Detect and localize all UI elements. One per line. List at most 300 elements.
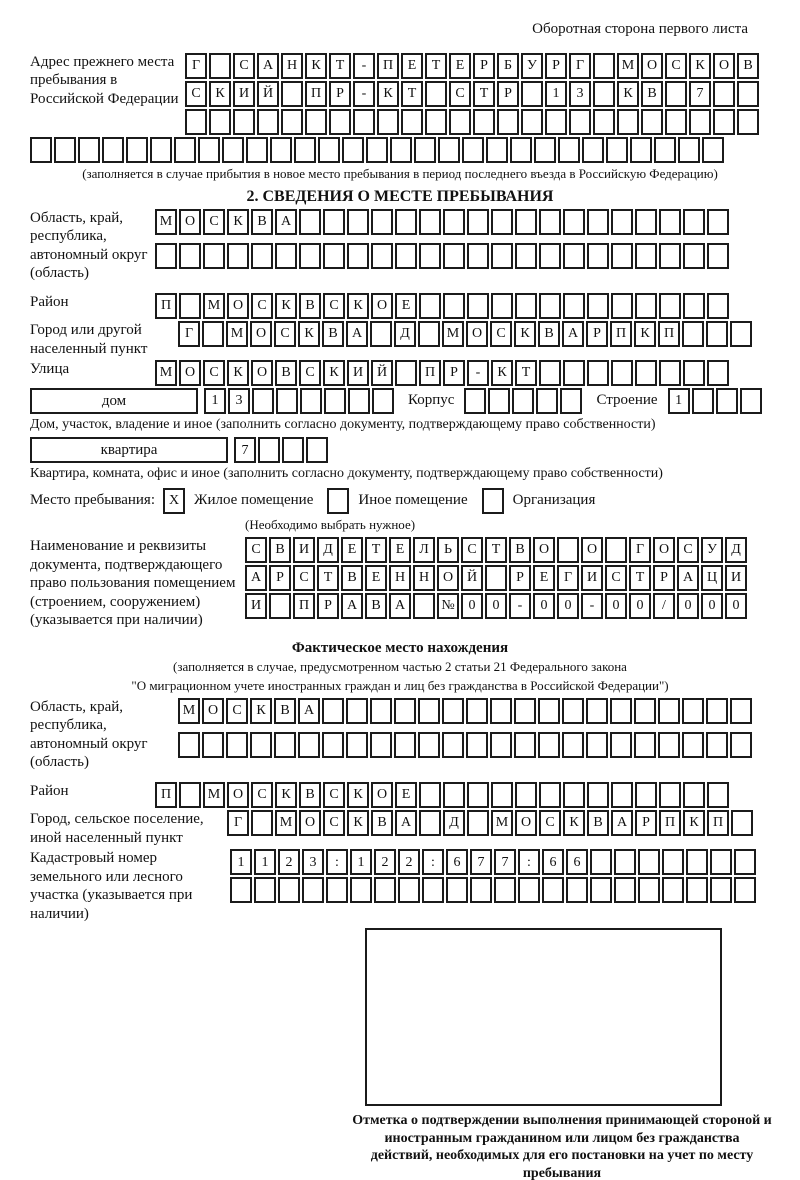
char-cell[interactable] <box>659 360 681 386</box>
char-cell[interactable] <box>419 810 441 836</box>
char-cell[interactable] <box>706 321 728 347</box>
char-cell[interactable] <box>611 209 633 235</box>
char-cell[interactable]: К <box>227 360 249 386</box>
char-cell[interactable]: 0 <box>629 593 651 619</box>
char-cell[interactable] <box>713 109 735 135</box>
char-cell[interactable]: В <box>341 565 363 591</box>
char-cell[interactable] <box>370 732 392 758</box>
char-cell[interactable] <box>419 782 441 808</box>
char-cell[interactable]: О <box>641 53 663 79</box>
char-cell[interactable]: 6 <box>566 849 588 875</box>
char-cell[interactable]: Ь <box>437 537 459 563</box>
char-cell[interactable]: 3 <box>228 388 250 414</box>
char-cell[interactable]: Р <box>635 810 657 836</box>
char-cell[interactable]: У <box>521 53 543 79</box>
char-cell[interactable] <box>418 321 440 347</box>
char-cell[interactable] <box>593 109 615 135</box>
char-cell[interactable]: П <box>658 321 680 347</box>
char-cell[interactable]: Г <box>629 537 651 563</box>
char-cell[interactable]: Ц <box>701 565 723 591</box>
char-cell[interactable] <box>605 537 627 563</box>
char-cell[interactable]: А <box>389 593 411 619</box>
char-cell[interactable]: М <box>155 360 177 386</box>
char-cell[interactable] <box>563 243 585 269</box>
char-cell[interactable]: А <box>611 810 633 836</box>
char-cell[interactable]: М <box>155 209 177 235</box>
char-cell[interactable] <box>466 732 488 758</box>
char-cell[interactable]: О <box>653 537 675 563</box>
char-cell[interactable] <box>515 782 537 808</box>
char-cell[interactable]: О <box>227 782 249 808</box>
char-cell[interactable]: К <box>209 81 231 107</box>
char-cell[interactable] <box>202 321 224 347</box>
char-cell[interactable] <box>178 732 200 758</box>
char-cell[interactable] <box>497 109 519 135</box>
char-cell[interactable]: 1 <box>350 849 372 875</box>
char-cell[interactable] <box>300 388 322 414</box>
char-cell[interactable] <box>514 698 536 724</box>
char-cell[interactable]: В <box>587 810 609 836</box>
char-cell[interactable] <box>515 293 537 319</box>
char-cell[interactable] <box>203 243 225 269</box>
char-cell[interactable] <box>682 698 704 724</box>
char-cell[interactable] <box>371 209 393 235</box>
char-cell[interactable] <box>731 810 753 836</box>
apartment-type-box[interactable]: квартира <box>30 437 228 463</box>
char-cell[interactable] <box>329 109 351 135</box>
char-cell[interactable] <box>209 109 231 135</box>
char-cell[interactable]: Е <box>395 782 417 808</box>
char-cell[interactable]: 0 <box>557 593 579 619</box>
char-cell[interactable] <box>323 243 345 269</box>
char-cell[interactable] <box>318 137 340 163</box>
char-cell[interactable]: В <box>365 593 387 619</box>
char-cell[interactable] <box>270 137 292 163</box>
char-cell[interactable]: К <box>514 321 536 347</box>
char-cell[interactable] <box>707 209 729 235</box>
char-cell[interactable]: 6 <box>542 849 564 875</box>
char-cell[interactable] <box>230 877 252 903</box>
char-cell[interactable] <box>737 109 759 135</box>
char-cell[interactable] <box>539 782 561 808</box>
char-cell[interactable]: О <box>250 321 272 347</box>
char-cell[interactable] <box>446 877 468 903</box>
char-cell[interactable] <box>659 209 681 235</box>
char-cell[interactable]: Г <box>178 321 200 347</box>
char-cell[interactable]: 0 <box>677 593 699 619</box>
char-cell[interactable] <box>470 877 492 903</box>
char-cell[interactable] <box>539 243 561 269</box>
char-cell[interactable]: П <box>419 360 441 386</box>
char-cell[interactable] <box>126 137 148 163</box>
char-cell[interactable]: : <box>326 849 348 875</box>
char-cell[interactable] <box>730 321 752 347</box>
char-cell[interactable] <box>654 137 676 163</box>
char-cell[interactable] <box>590 877 612 903</box>
char-cell[interactable] <box>539 360 561 386</box>
char-cell[interactable]: С <box>233 53 255 79</box>
char-cell[interactable]: И <box>233 81 255 107</box>
char-cell[interactable] <box>539 209 561 235</box>
char-cell[interactable] <box>449 109 471 135</box>
char-cell[interactable]: К <box>305 53 327 79</box>
char-cell[interactable] <box>494 877 516 903</box>
char-cell[interactable] <box>30 137 52 163</box>
char-cell[interactable]: П <box>155 293 177 319</box>
char-cell[interactable]: О <box>371 782 393 808</box>
char-cell[interactable]: Т <box>485 537 507 563</box>
char-cell[interactable] <box>515 243 537 269</box>
char-cell[interactable]: С <box>490 321 512 347</box>
char-cell[interactable]: Н <box>413 565 435 591</box>
char-cell[interactable] <box>562 698 584 724</box>
char-cell[interactable] <box>707 782 729 808</box>
char-cell[interactable]: Р <box>653 565 675 591</box>
checkbox-organization[interactable] <box>482 488 504 514</box>
char-cell[interactable] <box>395 360 417 386</box>
char-cell[interactable] <box>442 732 464 758</box>
char-cell[interactable] <box>692 388 714 414</box>
char-cell[interactable]: И <box>347 360 369 386</box>
char-cell[interactable] <box>467 209 489 235</box>
house-type-box[interactable]: дом <box>30 388 198 414</box>
char-cell[interactable] <box>635 293 657 319</box>
char-cell[interactable] <box>689 109 711 135</box>
char-cell[interactable] <box>486 137 508 163</box>
char-cell[interactable]: К <box>347 810 369 836</box>
char-cell[interactable] <box>682 732 704 758</box>
char-cell[interactable] <box>635 209 657 235</box>
char-cell[interactable]: П <box>610 321 632 347</box>
char-cell[interactable]: К <box>323 360 345 386</box>
char-cell[interactable] <box>347 243 369 269</box>
char-cell[interactable] <box>299 209 321 235</box>
char-cell[interactable]: 1 <box>668 388 690 414</box>
char-cell[interactable]: К <box>689 53 711 79</box>
char-cell[interactable] <box>395 209 417 235</box>
char-cell[interactable]: 0 <box>605 593 627 619</box>
char-cell[interactable] <box>611 360 633 386</box>
char-cell[interactable]: 0 <box>461 593 483 619</box>
char-cell[interactable]: Р <box>329 81 351 107</box>
char-cell[interactable] <box>678 137 700 163</box>
char-cell[interactable]: - <box>581 593 603 619</box>
char-cell[interactable] <box>179 243 201 269</box>
char-cell[interactable]: Р <box>497 81 519 107</box>
char-cell[interactable]: У <box>701 537 723 563</box>
char-cell[interactable]: К <box>227 209 249 235</box>
char-cell[interactable] <box>683 293 705 319</box>
char-cell[interactable] <box>515 209 537 235</box>
checkbox-other-premises[interactable] <box>327 488 349 514</box>
char-cell[interactable] <box>370 321 392 347</box>
char-cell[interactable] <box>662 877 684 903</box>
char-cell[interactable]: О <box>227 293 249 319</box>
char-cell[interactable]: О <box>466 321 488 347</box>
char-cell[interactable]: М <box>442 321 464 347</box>
char-cell[interactable] <box>370 698 392 724</box>
char-cell[interactable] <box>659 782 681 808</box>
char-cell[interactable]: С <box>293 565 315 591</box>
char-cell[interactable] <box>443 782 465 808</box>
char-cell[interactable]: К <box>563 810 585 836</box>
char-cell[interactable] <box>659 293 681 319</box>
char-cell[interactable]: / <box>653 593 675 619</box>
char-cell[interactable] <box>491 209 513 235</box>
char-cell[interactable]: С <box>323 782 345 808</box>
char-cell[interactable] <box>514 732 536 758</box>
char-cell[interactable]: 1 <box>204 388 226 414</box>
char-cell[interactable]: 2 <box>278 849 300 875</box>
char-cell[interactable]: С <box>185 81 207 107</box>
char-cell[interactable]: С <box>461 537 483 563</box>
char-cell[interactable] <box>323 209 345 235</box>
char-cell[interactable] <box>562 732 584 758</box>
char-cell[interactable] <box>418 732 440 758</box>
char-cell[interactable]: В <box>269 537 291 563</box>
char-cell[interactable]: О <box>179 360 201 386</box>
char-cell[interactable]: 3 <box>302 849 324 875</box>
char-cell[interactable] <box>226 732 248 758</box>
char-cell[interactable] <box>686 877 708 903</box>
char-cell[interactable] <box>490 698 512 724</box>
char-cell[interactable]: : <box>422 849 444 875</box>
char-cell[interactable] <box>582 137 604 163</box>
char-cell[interactable] <box>713 81 735 107</box>
char-cell[interactable] <box>299 243 321 269</box>
char-cell[interactable] <box>488 388 510 414</box>
char-cell[interactable] <box>324 388 346 414</box>
char-cell[interactable]: Т <box>329 53 351 79</box>
char-cell[interactable]: Р <box>586 321 608 347</box>
char-cell[interactable] <box>635 243 657 269</box>
char-cell[interactable]: - <box>353 53 375 79</box>
char-cell[interactable] <box>251 243 273 269</box>
char-cell[interactable] <box>233 109 255 135</box>
char-cell[interactable] <box>683 360 705 386</box>
char-cell[interactable] <box>282 437 304 463</box>
char-cell[interactable]: А <box>341 593 363 619</box>
char-cell[interactable] <box>659 243 681 269</box>
char-cell[interactable] <box>737 81 759 107</box>
char-cell[interactable]: К <box>298 321 320 347</box>
char-cell[interactable] <box>586 732 608 758</box>
char-cell[interactable] <box>569 109 591 135</box>
char-cell[interactable]: Д <box>394 321 416 347</box>
char-cell[interactable]: М <box>275 810 297 836</box>
char-cell[interactable] <box>635 782 657 808</box>
char-cell[interactable] <box>179 782 201 808</box>
char-cell[interactable]: Т <box>515 360 537 386</box>
char-cell[interactable]: 2 <box>374 849 396 875</box>
char-cell[interactable] <box>227 243 249 269</box>
char-cell[interactable]: С <box>323 293 345 319</box>
char-cell[interactable]: М <box>226 321 248 347</box>
char-cell[interactable] <box>174 137 196 163</box>
char-cell[interactable] <box>563 782 585 808</box>
char-cell[interactable]: М <box>617 53 639 79</box>
char-cell[interactable]: Й <box>257 81 279 107</box>
char-cell[interactable]: П <box>377 53 399 79</box>
char-cell[interactable]: Л <box>413 537 435 563</box>
char-cell[interactable]: И <box>293 537 315 563</box>
char-cell[interactable] <box>610 732 632 758</box>
char-cell[interactable]: К <box>347 293 369 319</box>
char-cell[interactable] <box>491 782 513 808</box>
char-cell[interactable] <box>686 849 708 875</box>
char-cell[interactable]: № <box>437 593 459 619</box>
char-cell[interactable]: : <box>518 849 540 875</box>
char-cell[interactable]: Н <box>389 565 411 591</box>
char-cell[interactable] <box>491 293 513 319</box>
char-cell[interactable] <box>422 877 444 903</box>
char-cell[interactable]: Т <box>365 537 387 563</box>
char-cell[interactable]: С <box>677 537 699 563</box>
char-cell[interactable] <box>706 698 728 724</box>
char-cell[interactable] <box>539 293 561 319</box>
char-cell[interactable]: Т <box>401 81 423 107</box>
char-cell[interactable]: 0 <box>533 593 555 619</box>
char-cell[interactable]: В <box>538 321 560 347</box>
char-cell[interactable] <box>491 243 513 269</box>
char-cell[interactable] <box>322 732 344 758</box>
char-cell[interactable]: С <box>203 360 225 386</box>
char-cell[interactable]: М <box>491 810 513 836</box>
char-cell[interactable]: В <box>299 293 321 319</box>
char-cell[interactable]: О <box>179 209 201 235</box>
char-cell[interactable] <box>394 732 416 758</box>
char-cell[interactable]: С <box>203 209 225 235</box>
char-cell[interactable] <box>346 698 368 724</box>
char-cell[interactable] <box>563 209 585 235</box>
char-cell[interactable] <box>390 137 412 163</box>
char-cell[interactable] <box>298 732 320 758</box>
char-cell[interactable]: Й <box>461 565 483 591</box>
char-cell[interactable]: О <box>299 810 321 836</box>
char-cell[interactable] <box>374 877 396 903</box>
char-cell[interactable]: Е <box>401 53 423 79</box>
char-cell[interactable]: И <box>581 565 603 591</box>
char-cell[interactable]: Р <box>545 53 567 79</box>
char-cell[interactable]: И <box>725 565 747 591</box>
char-cell[interactable] <box>305 109 327 135</box>
char-cell[interactable]: С <box>274 321 296 347</box>
char-cell[interactable] <box>563 293 585 319</box>
char-cell[interactable]: 7 <box>470 849 492 875</box>
char-cell[interactable] <box>467 243 489 269</box>
checkbox-residential[interactable]: X <box>163 488 185 514</box>
char-cell[interactable]: В <box>737 53 759 79</box>
char-cell[interactable] <box>538 732 560 758</box>
char-cell[interactable] <box>425 81 447 107</box>
char-cell[interactable]: К <box>250 698 272 724</box>
char-cell[interactable] <box>587 293 609 319</box>
char-cell[interactable] <box>611 243 633 269</box>
char-cell[interactable] <box>222 137 244 163</box>
char-cell[interactable]: - <box>467 360 489 386</box>
char-cell[interactable]: Б <box>497 53 519 79</box>
char-cell[interactable] <box>185 109 207 135</box>
char-cell[interactable]: С <box>449 81 471 107</box>
char-cell[interactable] <box>254 877 276 903</box>
char-cell[interactable]: 0 <box>725 593 747 619</box>
char-cell[interactable]: Е <box>365 565 387 591</box>
char-cell[interactable]: С <box>226 698 248 724</box>
char-cell[interactable]: Е <box>533 565 555 591</box>
char-cell[interactable]: Д <box>443 810 465 836</box>
char-cell[interactable]: 2 <box>398 849 420 875</box>
char-cell[interactable]: С <box>665 53 687 79</box>
char-cell[interactable]: С <box>251 782 273 808</box>
char-cell[interactable]: К <box>634 321 656 347</box>
char-cell[interactable] <box>371 243 393 269</box>
char-cell[interactable] <box>155 243 177 269</box>
char-cell[interactable] <box>634 732 656 758</box>
char-cell[interactable]: 0 <box>485 593 507 619</box>
char-cell[interactable]: А <box>346 321 368 347</box>
char-cell[interactable] <box>545 109 567 135</box>
char-cell[interactable] <box>419 293 441 319</box>
char-cell[interactable] <box>617 109 639 135</box>
char-cell[interactable] <box>518 877 540 903</box>
char-cell[interactable] <box>536 388 558 414</box>
char-cell[interactable] <box>707 243 729 269</box>
char-cell[interactable]: - <box>353 81 375 107</box>
char-cell[interactable]: А <box>395 810 417 836</box>
char-cell[interactable]: В <box>251 209 273 235</box>
char-cell[interactable]: Г <box>185 53 207 79</box>
char-cell[interactable] <box>419 209 441 235</box>
char-cell[interactable] <box>281 81 303 107</box>
char-cell[interactable] <box>665 109 687 135</box>
char-cell[interactable]: М <box>203 293 225 319</box>
char-cell[interactable] <box>353 109 375 135</box>
char-cell[interactable] <box>198 137 220 163</box>
char-cell[interactable]: Е <box>449 53 471 79</box>
char-cell[interactable]: О <box>581 537 603 563</box>
char-cell[interactable]: Т <box>629 565 651 591</box>
char-cell[interactable]: К <box>683 810 705 836</box>
char-cell[interactable] <box>372 388 394 414</box>
char-cell[interactable]: 7 <box>494 849 516 875</box>
char-cell[interactable] <box>394 698 416 724</box>
char-cell[interactable] <box>510 137 532 163</box>
char-cell[interactable]: В <box>274 698 296 724</box>
char-cell[interactable]: 3 <box>569 81 591 107</box>
char-cell[interactable] <box>490 732 512 758</box>
char-cell[interactable] <box>587 209 609 235</box>
char-cell[interactable] <box>443 293 465 319</box>
char-cell[interactable]: В <box>299 782 321 808</box>
char-cell[interactable] <box>558 137 580 163</box>
char-cell[interactable]: Т <box>425 53 447 79</box>
char-cell[interactable]: С <box>539 810 561 836</box>
char-cell[interactable] <box>276 388 298 414</box>
char-cell[interactable]: Г <box>569 53 591 79</box>
char-cell[interactable]: С <box>299 360 321 386</box>
char-cell[interactable]: П <box>707 810 729 836</box>
char-cell[interactable] <box>521 81 543 107</box>
char-cell[interactable] <box>734 849 756 875</box>
char-cell[interactable]: 1 <box>230 849 252 875</box>
char-cell[interactable]: К <box>347 782 369 808</box>
char-cell[interactable]: К <box>491 360 513 386</box>
char-cell[interactable] <box>366 137 388 163</box>
char-cell[interactable] <box>326 877 348 903</box>
char-cell[interactable]: Р <box>269 565 291 591</box>
char-cell[interactable] <box>593 81 615 107</box>
char-cell[interactable] <box>347 209 369 235</box>
